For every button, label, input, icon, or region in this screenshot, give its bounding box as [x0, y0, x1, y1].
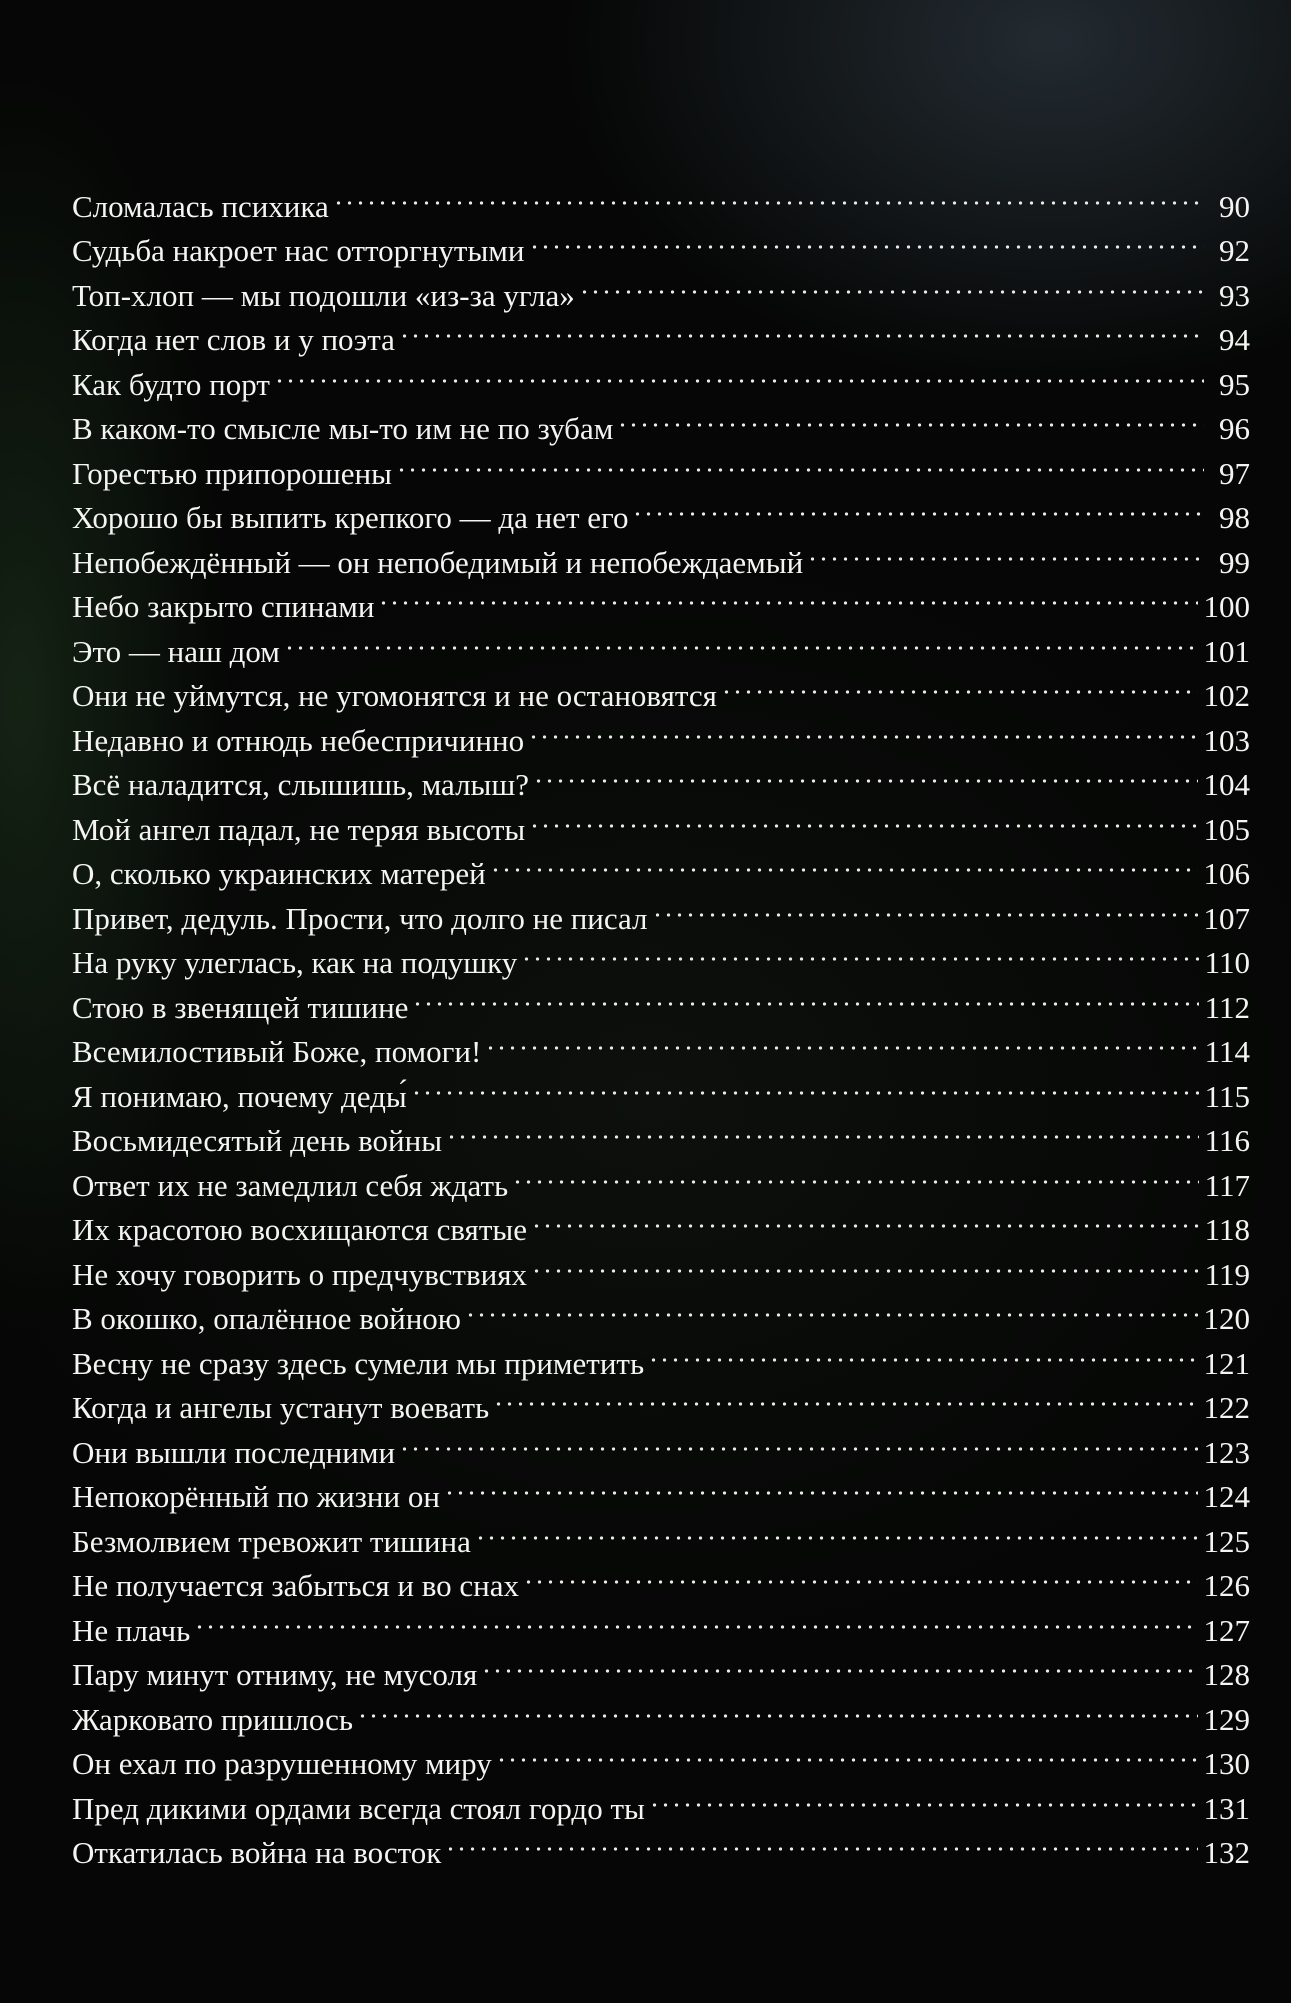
toc-entry-title: Они вышли последними [72, 1434, 396, 1470]
toc-entry-page-number: 117 [1204, 1167, 1250, 1203]
dot-leader [475, 1507, 1198, 1552]
toc-entry-page-number: 130 [1203, 1746, 1250, 1781]
dot-leader [649, 1774, 1198, 1819]
dot-leader [512, 1151, 1198, 1196]
toc-entry-page-number: 94 [1219, 322, 1250, 357]
dot-leader [411, 1062, 1199, 1107]
dot-leader [528, 706, 1197, 751]
table-of-contents [72, 172, 1250, 1870]
dot-leader [531, 1240, 1199, 1285]
toc-entry-title: Не плачь [72, 1612, 191, 1648]
toc-entry-page-number: 110 [1204, 945, 1250, 980]
toc-entry-page-number: 126 [1203, 1568, 1250, 1603]
dot-leader [194, 1596, 1197, 1641]
toc-entry-page-number: 119 [1204, 1256, 1250, 1292]
toc-entry-page-number: 102 [1203, 678, 1250, 713]
dot-leader [529, 795, 1197, 840]
dot-leader [579, 261, 1204, 306]
toc-entry-page-number: 115 [1204, 1078, 1250, 1114]
toc-entry-title: Непокорённый по жизни он [72, 1479, 440, 1514]
dot-leader [481, 1641, 1197, 1686]
toc-entry-page-number: 92 [1219, 233, 1250, 268]
toc-entry-title: Привет, дедуль. Прости, что долго не писал [72, 900, 648, 936]
toc-entry-page-number: 98 [1219, 500, 1250, 535]
toc-entry-title: Недавно и отнюдь небеспричинно [72, 722, 525, 758]
toc-entry-page-number: 124 [1203, 1479, 1250, 1514]
toc-entry-title: Их красотою восхищаются святые [72, 1212, 527, 1247]
toc-entry-page-number: 97 [1219, 455, 1250, 491]
toc-entry-title: Хорошо бы выпить крепкого — да нет его [72, 500, 629, 535]
toc-entry-page-number: 120 [1203, 1301, 1250, 1336]
dot-leader [465, 1285, 1198, 1330]
toc-entry-page-number: 99 [1219, 544, 1250, 580]
toc-entry [72, 172, 1250, 224]
dot-leader [533, 751, 1198, 796]
toc-entry-title: Всё наладится, слышишь, малыш? [72, 767, 529, 802]
toc-entry-title: Пред дикими ордами всегда стоял гордо ты [72, 1790, 645, 1826]
dot-leader [632, 484, 1204, 529]
dot-leader [445, 1819, 1197, 1864]
toc-entry-title: Стою в звенящей тишине [72, 989, 409, 1025]
dot-leader [444, 1463, 1198, 1508]
toc-entry-title: Топ-хлоп — мы подошли «из-за угла» [72, 277, 575, 313]
toc-entry-page-number: 93 [1219, 277, 1250, 313]
toc-entry-page-number: 95 [1219, 366, 1250, 402]
toc-entry-title: Он ехал по разрушенному миру [72, 1746, 492, 1781]
toc-entry-title: Сломалась психика [72, 188, 329, 224]
toc-entry-page-number: 114 [1204, 1034, 1250, 1069]
dot-leader [493, 1374, 1197, 1419]
dot-leader [412, 973, 1198, 1018]
toc-entry-title: Когда нет слов и у поэта [72, 322, 395, 357]
dot-leader [396, 439, 1204, 484]
dot-leader [485, 1018, 1198, 1063]
toc-entry-title: Жарковато пришлось [72, 1701, 354, 1737]
toc-entry-title: Горестью припорошены [72, 455, 392, 491]
toc-entry-page-number: 129 [1203, 1701, 1250, 1737]
dot-leader [446, 1107, 1199, 1152]
dot-leader [807, 528, 1204, 573]
dot-leader [357, 1685, 1197, 1730]
toc-entry-title: Ответ их не замедлил себя ждать [72, 1167, 509, 1203]
dot-leader [378, 573, 1197, 618]
toc-entry-page-number: 105 [1203, 811, 1250, 847]
toc-entry-page-number: 103 [1203, 722, 1250, 758]
toc-entry-page-number: 125 [1203, 1523, 1250, 1559]
dot-leader [284, 617, 1198, 662]
toc-entry-title: Весну не сразу здесь сумели мы приметить [72, 1345, 645, 1381]
toc-entry [72, 1596, 1250, 1648]
toc-entry-page-number: 96 [1219, 411, 1250, 446]
toc-entry-page-number: 104 [1203, 767, 1250, 802]
dot-leader [648, 1329, 1197, 1374]
toc-entry-title: Не хочу говорить о предчувствиях [72, 1256, 527, 1292]
toc-entry-page-number: 128 [1203, 1657, 1250, 1692]
toc-entry-page-number: 118 [1204, 1212, 1250, 1247]
toc-entry-page-number: 131 [1203, 1790, 1250, 1826]
dot-leader [333, 172, 1204, 217]
toc-entry-title: Непобеждённый — он непобедимый и непобеждаемый [72, 544, 804, 580]
toc-entry-title: В каком-то смысле мы-то им не по зубам [72, 411, 614, 446]
toc-entry-title: Всемилостивый Боже, помоги! [72, 1034, 482, 1069]
toc-entry [72, 1641, 1250, 1692]
toc-entry-title: Это — наш дом [72, 633, 280, 669]
dot-leader [521, 929, 1198, 974]
toc-entry-title: На руку улеглась, как на подушку [72, 945, 518, 980]
dot-leader [531, 1196, 1199, 1241]
dot-leader [652, 884, 1198, 929]
toc-entry-title: Когда и ангелы устанут воевать [72, 1390, 490, 1425]
toc-entry-title: Судьба накроет нас отторгнутыми [72, 233, 525, 268]
toc-entry-title: Восьмидесятый день войны [72, 1123, 443, 1158]
dot-leader [721, 662, 1198, 707]
toc-entry-page-number: 132 [1203, 1835, 1250, 1870]
toc-entry-title: Небо закрыто спинами [72, 589, 375, 624]
toc-entry-title: Я понимаю, почему деды́ [72, 1078, 407, 1114]
dot-leader [399, 306, 1204, 351]
dot-leader [523, 1552, 1197, 1597]
toc-entry-page-number: 127 [1203, 1612, 1250, 1648]
toc-entry-page-number: 101 [1203, 633, 1250, 669]
toc-entry-page-number: 106 [1203, 856, 1250, 891]
dot-leader [490, 840, 1198, 885]
toc-entry-page-number: 107 [1203, 900, 1250, 936]
dot-leader [529, 217, 1204, 262]
toc-entry-title: О, сколько украинских матерей [72, 856, 486, 891]
dot-leader [399, 1418, 1197, 1463]
toc-entry-page-number: 121 [1203, 1345, 1250, 1381]
toc-entry-page-number: 112 [1204, 989, 1250, 1025]
toc-entry-title: Откатилась война на восток [72, 1835, 442, 1870]
toc-entry-title: Безмолвием тревожит тишина [72, 1523, 471, 1559]
toc-entry-title: Не получается забыться и во снах [72, 1568, 520, 1603]
toc-entry-page-number: 123 [1203, 1434, 1250, 1470]
toc-entry-page-number: 122 [1203, 1390, 1250, 1425]
toc-entry-title: Они не уймутся, не угомонятся и не остановятся [72, 678, 717, 713]
toc-entry-title: Мой ангел падал, не теряя высоты [72, 811, 526, 847]
toc-entry-title: Пару минут отниму, не мусоля [72, 1657, 478, 1692]
toc-entry-page-number: 90 [1219, 188, 1250, 224]
toc-entry-page-number: 100 [1203, 589, 1250, 624]
dot-leader [617, 395, 1204, 440]
toc-entry-title: В окошко, опалённое войною [72, 1301, 461, 1336]
dot-leader [274, 350, 1204, 395]
toc-entry-page-number: 116 [1204, 1123, 1250, 1158]
toc-entry-title: Как будто порт [72, 366, 270, 402]
dot-leader [496, 1730, 1198, 1775]
